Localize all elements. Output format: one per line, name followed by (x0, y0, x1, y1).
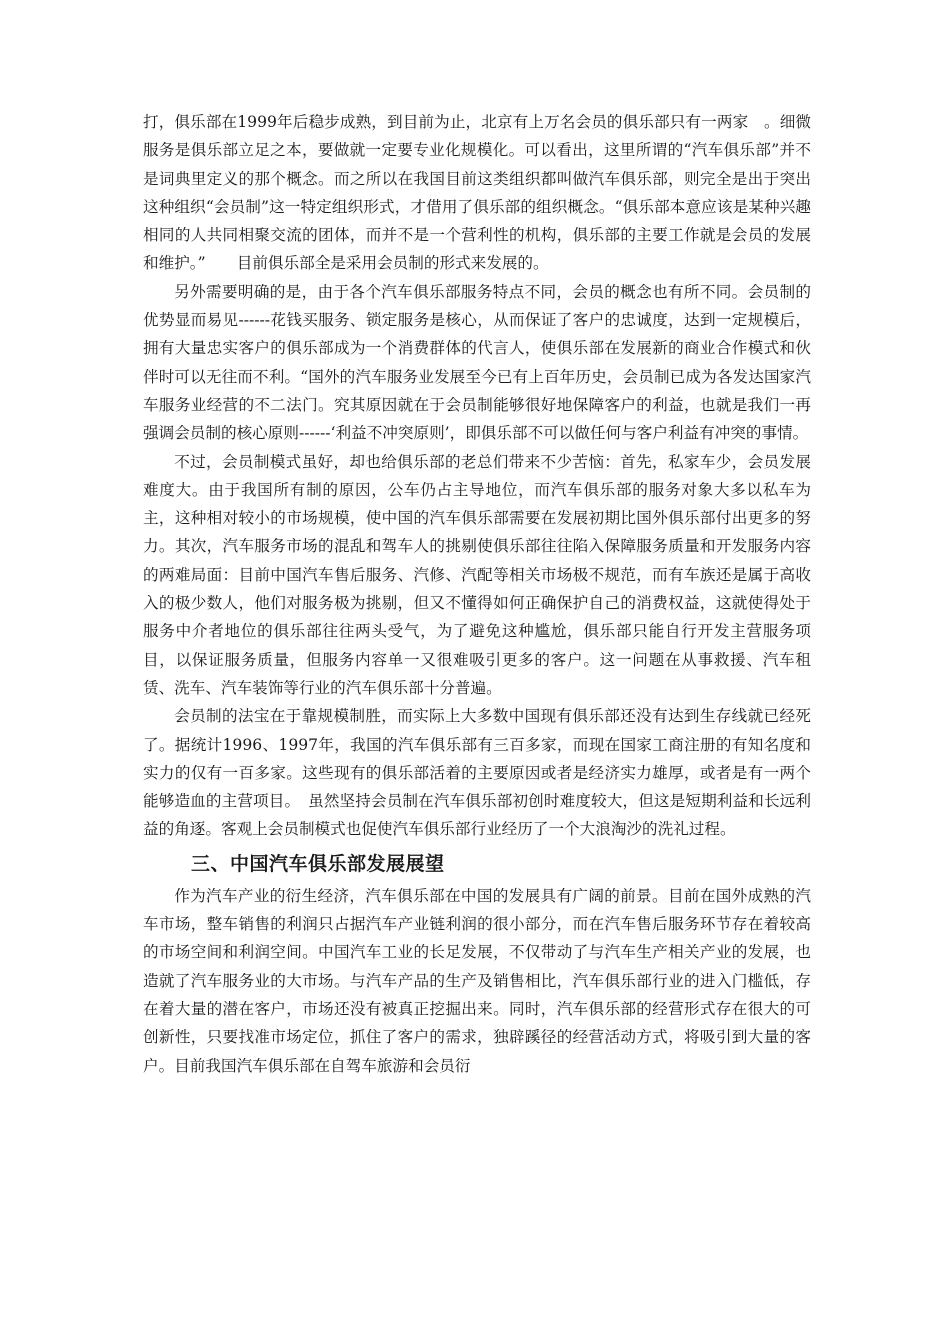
section-heading: 三、中国汽车俱乐部发展展望 (191, 852, 445, 875)
body-paragraph-2: 另外需要明确的是，由于各个汽车俱乐部服务特点不同，会员的概念也有所不同。会员制的优势显而易见------花钱买服务、锁定服务是核心，从而保证了客户的忠诚度，达到一定规模后，拥有大量忠实客户的俱乐部成为一个消费群体的代言人，使俱乐部在发展新的商业合作模式和伙伴时可以无往而不利。“国外的汽车服务业发展至今已有上百年历史，会员制已成为各发达国家汽车服务业经营的不二法门。究其原因就在于会员制能够很好地保障客户的利益，也就是我们一再强调会员制的核心原则------‘利益不冲突原则’，即俱乐部不可以做任何与客户利益有冲突的事情。 (143, 282, 811, 443)
body-paragraph-4: 会员制的法宝在于靠规模制胜，而实际上大多数中国现有俱乐部还没有达到生存线就已经死了。据统计1996、1997年，我国的汽车俱乐部有三百多家，而现在国家工商注册的有知名度和实力的仅有一百多家。这些现有的俱乐部活着的主要原因或者是经济实力雄厚，或者是有一两个能够造血的主营项目。 虽然坚持会员制在汽车俱乐部初创时难度较大，但这是短期利益和长远利益的角逐。客观上会员制模式也促使汽车俱乐部行业经历了一个大浪淘沙的洗礼过程。 (143, 707, 811, 839)
document-page (143, 108, 811, 1080)
body-paragraph-5: 作为汽车产业的衍生经济，汽车俱乐部在中国的发展具有广阔的前景。目前在国外成熟的汽车市场，整车销售的利润只占据汽车产业链利润的很小部分，而在汽车售后服务环节存在着较高的市场空间和利润空间。中国汽车工业的长足发展，不仅带动了与汽车生产相关产业的发展，也造就了汽车服务业的大市场。与汽车产品的生产及销售相比，汽车俱乐部行业的进入门槛低，存在着大量的潜在客户，市场还没有被真正挖掘出来。同时，汽车俱乐部的经营形式存在很大的可创新性，只要找准市场定位，抓住了客户的需求，独辟蹊径的经营活动方式，将吸引到大量的客户。目前我国汽车俱乐部在自驾车旅游和会员衍 (143, 886, 811, 1075)
body-paragraph-3: 不过，会员制模式虽好，却也给俱乐部的老总们带来不少苦恼：首先，私家车少，会员发展难度大。由于我国所有制的原因，公车仍占主导地位，而汽车俱乐部的服务对象大多以私车为主，这种相对较小的市场规模，使中国的汽车俱乐部需要在发展初期比国外俱乐部付出更多的努力。其次，汽车服务市场的混乱和驾车人的挑剔使俱乐部往往陷入保障服务质量和开发服务内容的两难局面：目前中国汽车售后服务、汽修、汽配等相关市场极不规范，而有车族还是属于高收入的极少数人，他们对服务极为挑剔，但又不懂得如何正确保护自己的消费权益，这就使得处于服务中介者地位的俱乐部往往两头受气，为了避免这种尴尬，俱乐部只能自行开发主营服务项目，以保证服务质量，但服务内容单一又很难吸引更多的客户。这一问题在从事救援、汽车租赁、洗车、汽车装饰等行业的汽车俱乐部十分普遍。 (143, 452, 811, 697)
body-paragraph-1: 打，俱乐部在1999年后稳步成熟，到目前为止，北京有上万名会员的俱乐部只有一两家 。细微服务是俱乐部立足之本，要做就一定要专业化规模化。可以看出，这里所谓的“汽车俱乐部”并不是词典里定义的那个概念。而之所以在我国目前这类组织都叫做汽车俱乐部，则完全是出于突出这种组织“会员制”这一特定组织形式，才借用了俱乐部的组织概念。“俱乐部本意应该是某种兴趣相同的人共同相聚交流的团体，而并不是一个营利性的机构，俱乐部的主要工作就是会员的发展和维护。” 目前俱乐部全是采用会员制的形式来发展的。 (143, 113, 811, 273)
